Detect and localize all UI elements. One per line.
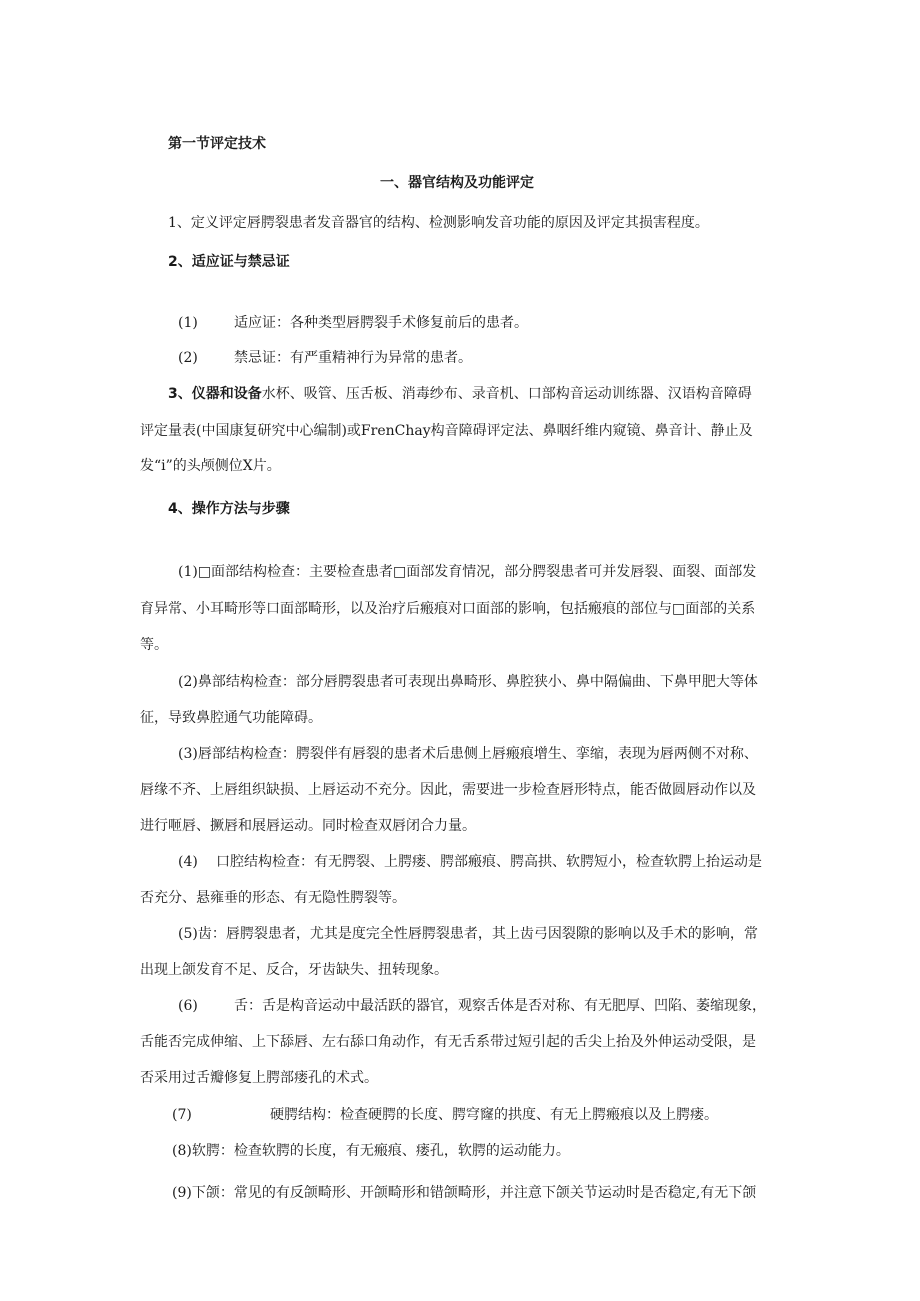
equipment-label: 3、仪器和设备 <box>168 386 262 402</box>
step5-line-2: 出现上颌发育不足、反合，牙齿缺失、扭转现象。 <box>140 962 448 978</box>
step6-number: (6) <box>178 998 198 1014</box>
step9-text: (9)下颌：常见的有反颌畸形、开颌畸形和错颌畸形，并注意下颌关节运动时是否稳定,有无下颌 <box>172 1185 757 1201</box>
step4-line-1: 口腔结构检查：有无腭裂、上腭瘘、腭部瘢痕、腭高拱、软腭短小，检查软腭上抬运动是 <box>216 854 762 870</box>
step3-line-1: (3)唇部结构检查：腭裂伴有唇裂的患者术后患侧上唇瘢痕增生、挛缩，表现为唇两侧不对称、 <box>178 746 758 762</box>
contraindication-text: 禁忌证：有严重精神行为异常的患者。 <box>234 350 472 366</box>
item4-heading: 4、操作方法与步骤 <box>168 501 290 517</box>
equipment-line-1 <box>168 385 752 403</box>
item2-heading: 2、适应证与禁忌证 <box>168 254 290 270</box>
step3-line-2: 唇缘不齐、上唇组织缺损、上唇运动不充分。因此，需要进一步检查唇形特点，能否做圆唇动作以及 <box>140 782 756 798</box>
step8-text: (8)软腭：检查软腭的长度，有无瘢痕、瘘孔，软腭的运动能力。 <box>172 1143 570 1159</box>
step7-number: (7) <box>172 1107 192 1123</box>
indication-number: (1) <box>178 315 198 331</box>
indication-text: 适应证：各种类型唇腭裂手术修复前后的患者。 <box>234 315 528 331</box>
step3-line-3: 进行咂唇、撅唇和展唇运动。同时检查双唇闭合力量。 <box>140 818 476 834</box>
step5-line-1: (5)齿：唇腭裂患者，尤其是度完全性唇腭裂患者，其上齿弓因裂隙的影响以及手术的影响，常 <box>178 926 758 942</box>
chapter-heading: 一、器官结构及功能评定 <box>380 175 534 191</box>
step1-line-1: (1)□面部结构检查：主要检查患者□面部发育情况，部分腭裂患者可并发唇裂、面裂、面部发 <box>178 564 757 580</box>
equipment-line-2: 评定量表(中国康复研究中心编制)或FrenChay构音障碍评定法、鼻咽纤维内窥镜、鼻音计、静止及 <box>140 423 753 439</box>
step1-line-2: 育异常、小耳畸形等口面部畸形，以及治疗后瘢痕对口面部的影响，包括瘢痕的部位与□面部的关系 <box>140 601 756 617</box>
step4-number: (4) <box>178 854 198 870</box>
step1-line-3: 等。 <box>140 637 168 653</box>
contraindication-number: (2) <box>178 350 198 366</box>
step6-line-2: 舌能否完成伸缩、上下舔唇、左右舔口角动作，有无舌系带过短引起的舌尖上抬及外伸运动受限，是 <box>140 1034 756 1050</box>
step7-text: 硬腭结构：检查硬腭的长度、腭穹窿的拱度、有无上腭瘢痕以及上腭瘘。 <box>270 1107 718 1123</box>
step6-line-3: 否采用过舌瓣修复上腭部瘘孔的术式。 <box>140 1070 378 1086</box>
equipment-list-1: 水杯、吸管、压舌板、消毒纱布、录音机、口部构音运动训练器、汉语构音障碍 <box>261 386 752 402</box>
step2-line-1: (2)鼻部结构检查：部分唇腭裂患者可表现出鼻畸形、鼻腔狭小、鼻中隔偏曲、下鼻甲肥大等体 <box>178 674 758 690</box>
equipment-line-3: 发“i”的头颅侧位X片。 <box>140 458 281 474</box>
step2-line-2: 征，导致鼻腔通气功能障碍。 <box>140 710 322 726</box>
step4-line-2: 否充分、悬雍垂的形态、有无隐性腭裂等。 <box>140 890 406 906</box>
step6-line-1: 舌：舌是构音运动中最活跃的器官，观察舌体是否对称、有无肥厚、凹陷、萎缩现象， <box>234 998 766 1014</box>
section-title: 第一节评定技术 <box>168 136 266 152</box>
definition-paragraph: 1、定义评定唇腭裂患者发音器官的结构、检测影响发音功能的原因及评定其损害程度。 <box>168 215 709 231</box>
